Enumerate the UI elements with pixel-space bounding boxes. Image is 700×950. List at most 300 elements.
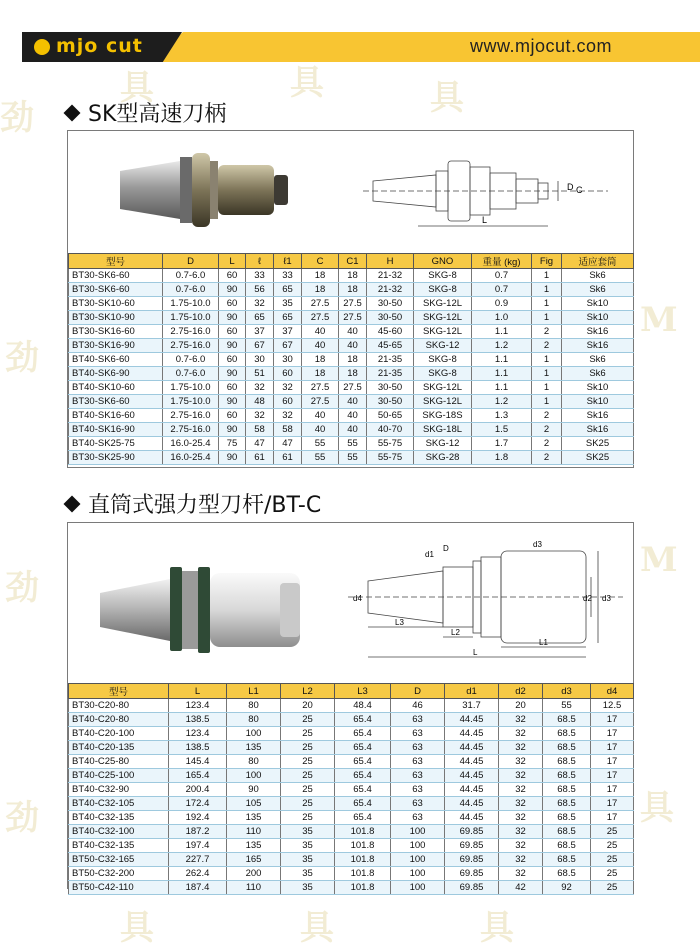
btc-table-cell: 68.5 bbox=[543, 783, 591, 797]
sk-table-cell: 0.7 bbox=[472, 269, 532, 283]
sk-table-cell: BT40-SK6-90 bbox=[69, 367, 163, 381]
sk-table-row bbox=[69, 437, 634, 451]
sk-table-cell: 2 bbox=[532, 325, 562, 339]
btc-table-cell: 65.4 bbox=[335, 769, 391, 783]
btc-table-cell: 44.45 bbox=[445, 797, 499, 811]
sk-table-cell: 40 bbox=[339, 325, 367, 339]
sk-table-cell: 60 bbox=[274, 395, 302, 409]
sk-table-cell: 30 bbox=[246, 353, 274, 367]
sk-table-cell: 90 bbox=[219, 367, 246, 381]
sk-table-cell: 0.7-6.0 bbox=[163, 367, 219, 381]
sk-table-row bbox=[69, 367, 634, 381]
sk-table-cell: 1 bbox=[532, 297, 562, 311]
sk-table-cell: SKG-8 bbox=[414, 367, 472, 381]
label-D2: D bbox=[443, 544, 449, 553]
sk-table-cell: 18 bbox=[302, 367, 339, 381]
sk-table-cell: 1.1 bbox=[472, 381, 532, 395]
btc-table-cell: 69.85 bbox=[445, 853, 499, 867]
btc-table-cell: 32 bbox=[499, 741, 543, 755]
btc-table-cell: 63 bbox=[391, 755, 445, 769]
diamond-bullet-icon bbox=[64, 495, 81, 512]
btc-table-cell: 44.45 bbox=[445, 713, 499, 727]
btc-table-cell: BT40-C25-80 bbox=[69, 755, 169, 769]
btc-table-cell: 123.4 bbox=[169, 727, 227, 741]
btc-table-cell: 55 bbox=[543, 699, 591, 713]
sk-table-cell: 2 bbox=[532, 409, 562, 423]
sk-table-cell: 18 bbox=[302, 269, 339, 283]
sk-column-header: C1 bbox=[339, 254, 367, 269]
sk-table-row bbox=[69, 269, 634, 283]
btc-table-cell: 35 bbox=[281, 825, 335, 839]
sk-column-header: 重量 (kg) bbox=[472, 254, 532, 269]
sk-table-cell: SKG-12 bbox=[414, 437, 472, 451]
btc-table-cell: BT40-C32-105 bbox=[69, 797, 169, 811]
sk-table-cell: 27.5 bbox=[339, 381, 367, 395]
sk-table-cell: 2.75-16.0 bbox=[163, 325, 219, 339]
sk-table-cell: 1.1 bbox=[472, 353, 532, 367]
btc-table-cell: 68.5 bbox=[543, 741, 591, 755]
btc-table-cell: 68.5 bbox=[543, 853, 591, 867]
sk-table-cell: 27.5 bbox=[302, 311, 339, 325]
btc-table-cell: 44.45 bbox=[445, 769, 499, 783]
btc-table-cell: 110 bbox=[227, 881, 281, 895]
btc-table-cell: 25 bbox=[591, 839, 634, 853]
btc-table-cell: 100 bbox=[391, 839, 445, 853]
sk-table-cell: 45-60 bbox=[367, 325, 414, 339]
sk-table-cell: BT40-SK16-60 bbox=[69, 409, 163, 423]
btc-table-cell: 42 bbox=[499, 881, 543, 895]
btc-table-cell: 63 bbox=[391, 797, 445, 811]
page-header bbox=[0, 0, 700, 66]
sk-table-cell: 30-50 bbox=[367, 395, 414, 409]
btc-table-cell: 12.5 bbox=[591, 699, 634, 713]
btc-table-cell: 227.7 bbox=[169, 853, 227, 867]
btc-column-header: L3 bbox=[335, 684, 391, 699]
sk-table-cell: SKG-8 bbox=[414, 283, 472, 297]
sk-table-cell: Sk10 bbox=[562, 395, 634, 409]
btc-table-cell: 17 bbox=[591, 783, 634, 797]
btc-column-header: d2 bbox=[499, 684, 543, 699]
logo-text: mjo cut bbox=[56, 35, 143, 57]
sk-table-cell: Sk16 bbox=[562, 423, 634, 437]
sk-table-cell: 40 bbox=[302, 325, 339, 339]
sk-table-cell: Sk6 bbox=[562, 283, 634, 297]
sk-table-cell: BT40-SK6-60 bbox=[69, 353, 163, 367]
btc-table-cell: 46 bbox=[391, 699, 445, 713]
btc-table-cell: 138.5 bbox=[169, 713, 227, 727]
btc-table-cell: 32 bbox=[499, 853, 543, 867]
sk-table-row bbox=[69, 451, 634, 465]
sk-table-cell: 67 bbox=[246, 339, 274, 353]
btc-table-cell: 135 bbox=[227, 839, 281, 853]
btc-table-cell: 69.85 bbox=[445, 825, 499, 839]
sk-table-cell: 18 bbox=[339, 353, 367, 367]
btc-table-cell: 32 bbox=[499, 727, 543, 741]
btc-table-cell: 17 bbox=[591, 797, 634, 811]
sk-table-cell: 1.0 bbox=[472, 311, 532, 325]
sk-table-cell: 60 bbox=[219, 353, 246, 367]
sk-table-cell: 2.75-16.0 bbox=[163, 409, 219, 423]
sk-table-row bbox=[69, 325, 634, 339]
sk-table-cell: 60 bbox=[219, 381, 246, 395]
sk-table-cell: 1 bbox=[532, 283, 562, 297]
btc-table-cell: 65.4 bbox=[335, 811, 391, 825]
sk-table-row bbox=[69, 381, 634, 395]
btc-table-cell: 25 bbox=[281, 727, 335, 741]
sk-table-row bbox=[69, 283, 634, 297]
btc-table-cell: 101.8 bbox=[335, 839, 391, 853]
btc-table-cell: 20 bbox=[499, 699, 543, 713]
sk-table-cell: 60 bbox=[274, 367, 302, 381]
sk-table-cell: BT30-SK10-60 bbox=[69, 297, 163, 311]
sk-table-cell: 2 bbox=[532, 451, 562, 465]
sk-column-header: Fig bbox=[532, 254, 562, 269]
sk-table-cell: BT30-SK16-90 bbox=[69, 339, 163, 353]
btc-column-header: d1 bbox=[445, 684, 499, 699]
sk-table-cell: 90 bbox=[219, 395, 246, 409]
section-btc-frame bbox=[67, 522, 634, 893]
sk-table-cell: 30 bbox=[274, 353, 302, 367]
btc-table-row bbox=[69, 867, 634, 881]
sk-table-cell: 65 bbox=[246, 311, 274, 325]
btc-table-cell: 68.5 bbox=[543, 825, 591, 839]
sk-table-cell: 1.5 bbox=[472, 423, 532, 437]
btc-table-cell: 31.7 bbox=[445, 699, 499, 713]
btc-table-cell: BT40-C32-135 bbox=[69, 811, 169, 825]
btc-table-row bbox=[69, 755, 634, 769]
btc-table-cell: 101.8 bbox=[335, 853, 391, 867]
sk-table-row bbox=[69, 353, 634, 367]
btc-table-cell: 25 bbox=[591, 853, 634, 867]
btc-table-cell: BT50-C32-200 bbox=[69, 867, 169, 881]
sk-table-cell: Sk16 bbox=[562, 325, 634, 339]
sk-table-cell: 0.7-6.0 bbox=[163, 283, 219, 297]
sk-table-cell: 37 bbox=[274, 325, 302, 339]
btc-table-cell: 32 bbox=[499, 769, 543, 783]
sk-table-cell: 0.7-6.0 bbox=[163, 353, 219, 367]
btc-table-cell: 165 bbox=[227, 853, 281, 867]
btc-table-cell: BT30-C20-80 bbox=[69, 699, 169, 713]
sk-table-cell: BT30-SK10-90 bbox=[69, 311, 163, 325]
btc-table-cell: BT40-C20-100 bbox=[69, 727, 169, 741]
btc-table-cell: 63 bbox=[391, 727, 445, 741]
section-btc-title bbox=[66, 488, 321, 519]
sk-table-cell: 1.8 bbox=[472, 451, 532, 465]
btc-table-cell: 25 bbox=[591, 867, 634, 881]
sk-column-header: GNO bbox=[414, 254, 472, 269]
btc-table-cell: 197.4 bbox=[169, 839, 227, 853]
sk-table-cell: BT30-SK6-60 bbox=[69, 283, 163, 297]
sk-table-cell: 32 bbox=[246, 409, 274, 423]
sk-table-cell: 75 bbox=[219, 437, 246, 451]
sk-spec-table bbox=[68, 253, 634, 465]
btc-table-cell: 80 bbox=[227, 713, 281, 727]
sk-table-cell: 27.5 bbox=[302, 297, 339, 311]
sk-table-cell: 65 bbox=[274, 283, 302, 297]
btc-table-row bbox=[69, 699, 634, 713]
btc-table-row bbox=[69, 881, 634, 895]
sk-table-cell: 27.5 bbox=[339, 311, 367, 325]
btc-table-cell: 100 bbox=[391, 881, 445, 895]
btc-table-cell: 32 bbox=[499, 867, 543, 881]
sk-table-cell: 55 bbox=[339, 437, 367, 451]
sk-table-cell: BT30-SK6-60 bbox=[69, 269, 163, 283]
btc-column-header: L1 bbox=[227, 684, 281, 699]
btc-table-cell: 68.5 bbox=[543, 797, 591, 811]
sk-table-cell: 55 bbox=[302, 437, 339, 451]
sk-table-cell: 1.75-10.0 bbox=[163, 311, 219, 325]
btc-table-cell: 32 bbox=[499, 839, 543, 853]
btc-table-cell: 44.45 bbox=[445, 727, 499, 741]
sk-table-cell: 60 bbox=[219, 409, 246, 423]
btc-table-cell: 65.4 bbox=[335, 741, 391, 755]
sk-table-cell: SKG-12L bbox=[414, 325, 472, 339]
btc-table-cell: 165.4 bbox=[169, 769, 227, 783]
btc-table-cell: 25 bbox=[281, 741, 335, 755]
btc-table-cell: BT40-C32-90 bbox=[69, 783, 169, 797]
btc-table-cell: 65.4 bbox=[335, 797, 391, 811]
section-sk-title-text: SK型高速刀柄 bbox=[88, 102, 227, 127]
sk-table-cell: 18 bbox=[302, 283, 339, 297]
btc-table-row bbox=[69, 727, 634, 741]
label-L1: L1 bbox=[539, 638, 548, 647]
label-d2: d2 bbox=[583, 594, 592, 603]
btc-table-cell: 145.4 bbox=[169, 755, 227, 769]
btc-table-cell: 68.5 bbox=[543, 755, 591, 769]
btc-table-cell: 100 bbox=[391, 853, 445, 867]
diamond-bullet-icon bbox=[64, 104, 81, 121]
sk-table-cell: 30-50 bbox=[367, 381, 414, 395]
btc-table-cell: 187.2 bbox=[169, 825, 227, 839]
btc-table-cell: 32 bbox=[499, 783, 543, 797]
header-yellow-bar bbox=[150, 32, 700, 62]
btc-table-cell: 262.4 bbox=[169, 867, 227, 881]
sk-table-cell: SKG-12 bbox=[414, 339, 472, 353]
sk-table-cell: 1 bbox=[532, 311, 562, 325]
btc-table-cell: 17 bbox=[591, 741, 634, 755]
btc-table-cell: 192.4 bbox=[169, 811, 227, 825]
btc-table-cell: 65.4 bbox=[335, 783, 391, 797]
sk-table-cell: 48 bbox=[246, 395, 274, 409]
sk-table-cell: 21-35 bbox=[367, 367, 414, 381]
sk-table-cell: 40 bbox=[339, 409, 367, 423]
sk-table-cell: 35 bbox=[274, 297, 302, 311]
sk-table-cell: 40 bbox=[302, 339, 339, 353]
sk-table-cell: Sk16 bbox=[562, 339, 634, 353]
btc-table-cell: BT40-C32-100 bbox=[69, 825, 169, 839]
sk-table-cell: SKG-8 bbox=[414, 269, 472, 283]
label-d3: d3 bbox=[602, 594, 611, 603]
sk-table-cell: 16.0-25.4 bbox=[163, 451, 219, 465]
btc-table-cell: 25 bbox=[591, 881, 634, 895]
btc-table-cell: 20 bbox=[281, 699, 335, 713]
sk-table-cell: BT30-SK6-60 bbox=[69, 395, 163, 409]
btc-table-cell: 44.45 bbox=[445, 741, 499, 755]
sk-table-cell: BT40-SK16-90 bbox=[69, 423, 163, 437]
btc-table-cell: 44.45 bbox=[445, 783, 499, 797]
sk-table-cell: 18 bbox=[339, 269, 367, 283]
btc-table-cell: 25 bbox=[591, 825, 634, 839]
label-d1: d1 bbox=[425, 550, 434, 559]
sk-table-cell: Sk6 bbox=[562, 269, 634, 283]
btc-table-cell: 68.5 bbox=[543, 713, 591, 727]
btc-table-cell: 63 bbox=[391, 713, 445, 727]
sk-table-cell: 60 bbox=[219, 325, 246, 339]
sk-table-cell: 58 bbox=[246, 423, 274, 437]
btc-table-cell: 200.4 bbox=[169, 783, 227, 797]
btc-table-cell: 172.4 bbox=[169, 797, 227, 811]
sk-table-cell: 55 bbox=[339, 451, 367, 465]
btc-table-cell: BT40-C20-80 bbox=[69, 713, 169, 727]
sk-table-cell: 1 bbox=[532, 367, 562, 381]
sk-table-cell: 1 bbox=[532, 353, 562, 367]
btc-table-cell: 35 bbox=[281, 839, 335, 853]
sk-table-cell: 60 bbox=[219, 297, 246, 311]
btc-table-cell: 100 bbox=[227, 727, 281, 741]
btc-table-cell: 25 bbox=[281, 713, 335, 727]
btc-table-cell: 63 bbox=[391, 769, 445, 783]
sk-table-cell: 50-65 bbox=[367, 409, 414, 423]
sk-table-cell: 55-75 bbox=[367, 437, 414, 451]
sk-table-cell: BT30-SK25-90 bbox=[69, 451, 163, 465]
sk-table-cell: SKG-28 bbox=[414, 451, 472, 465]
sk-table-cell: SKG-18S bbox=[414, 409, 472, 423]
label-d3-top: d3 bbox=[533, 540, 542, 549]
sk-column-header: ℓ bbox=[246, 254, 274, 269]
section-sk-title bbox=[66, 97, 226, 128]
sk-table-cell: 90 bbox=[219, 423, 246, 437]
sk-table-cell: 65 bbox=[274, 311, 302, 325]
sk-technical-drawing bbox=[358, 141, 618, 241]
sk-table-cell: 16.0-25.4 bbox=[163, 437, 219, 451]
sk-table-cell: Sk10 bbox=[562, 311, 634, 325]
website-url[interactable]: www.mjocut.com bbox=[469, 36, 612, 56]
section-btc-title-text: 直筒式强力型刀杆/BT-C bbox=[88, 493, 322, 518]
btc-table-cell: 80 bbox=[227, 699, 281, 713]
btc-table-cell: 35 bbox=[281, 881, 335, 895]
sk-table-cell: 32 bbox=[246, 297, 274, 311]
sk-table-cell: 61 bbox=[274, 451, 302, 465]
btc-table-cell: 32 bbox=[499, 713, 543, 727]
sk-table-cell: 27.5 bbox=[302, 381, 339, 395]
btc-table-cell: 135 bbox=[227, 811, 281, 825]
btc-table-cell: 44.45 bbox=[445, 811, 499, 825]
sk-table-cell: 90 bbox=[219, 311, 246, 325]
sk-table-cell: 1 bbox=[532, 269, 562, 283]
sk-table-cell: 32 bbox=[274, 409, 302, 423]
btc-holder-photo bbox=[90, 553, 320, 663]
sk-table-cell: Sk6 bbox=[562, 353, 634, 367]
label-d4: d4 bbox=[353, 594, 362, 603]
btc-table-cell: 25 bbox=[281, 797, 335, 811]
btc-table-cell: 32 bbox=[499, 755, 543, 769]
sk-table-cell: 58 bbox=[274, 423, 302, 437]
sk-table-cell: 40 bbox=[339, 395, 367, 409]
btc-table-cell: 68.5 bbox=[543, 769, 591, 783]
btc-table-cell: 25 bbox=[281, 769, 335, 783]
btc-table-row bbox=[69, 811, 634, 825]
sk-table-cell: 56 bbox=[246, 283, 274, 297]
btc-table-cell: 69.85 bbox=[445, 881, 499, 895]
sk-column-header: ℓ1 bbox=[274, 254, 302, 269]
btc-table-cell: 35 bbox=[281, 853, 335, 867]
sk-table-cell: 32 bbox=[246, 381, 274, 395]
btc-table-row bbox=[69, 839, 634, 853]
sk-table-row bbox=[69, 297, 634, 311]
sk-table-cell: 30-50 bbox=[367, 311, 414, 325]
btc-column-header: L bbox=[169, 684, 227, 699]
sk-column-header: H bbox=[367, 254, 414, 269]
btc-table-cell: 68.5 bbox=[543, 811, 591, 825]
btc-table-cell: 100 bbox=[227, 769, 281, 783]
sk-column-header: L bbox=[219, 254, 246, 269]
sk-table-cell: 32 bbox=[274, 381, 302, 395]
btc-table-cell: 35 bbox=[281, 867, 335, 881]
btc-table-row bbox=[69, 741, 634, 755]
sk-table-row bbox=[69, 339, 634, 353]
sk-table-cell: 40 bbox=[339, 339, 367, 353]
sk-table-cell: Sk10 bbox=[562, 381, 634, 395]
btc-table-cell: 25 bbox=[281, 783, 335, 797]
sk-table-cell: Sk6 bbox=[562, 367, 634, 381]
btc-table-cell: 32 bbox=[499, 811, 543, 825]
btc-table-cell: 69.85 bbox=[445, 867, 499, 881]
btc-table-cell: 17 bbox=[591, 727, 634, 741]
btc-table-cell: 69.85 bbox=[445, 839, 499, 853]
sk-table-cell: 21-32 bbox=[367, 269, 414, 283]
sk-table-cell: 40 bbox=[302, 409, 339, 423]
sk-table-cell: 27.5 bbox=[339, 297, 367, 311]
btc-table-cell: 68.5 bbox=[543, 727, 591, 741]
btc-table-cell: 101.8 bbox=[335, 825, 391, 839]
sk-column-header: 型号 bbox=[69, 254, 163, 269]
sk-table-cell: 1.7 bbox=[472, 437, 532, 451]
btc-column-header: L2 bbox=[281, 684, 335, 699]
btc-table-cell: 17 bbox=[591, 769, 634, 783]
sk-table-cell: 51 bbox=[246, 367, 274, 381]
sk-table-row bbox=[69, 311, 634, 325]
sk-table-cell: 2 bbox=[532, 437, 562, 451]
label-L3: L3 bbox=[395, 618, 404, 627]
btc-table-cell: BT40-C32-135 bbox=[69, 839, 169, 853]
btc-table-cell: 100 bbox=[391, 825, 445, 839]
btc-table-cell: 48.4 bbox=[335, 699, 391, 713]
btc-table-cell: 25 bbox=[281, 755, 335, 769]
sk-table-cell: SKG-8 bbox=[414, 353, 472, 367]
sk-table-cell: 55-75 bbox=[367, 451, 414, 465]
sk-table-cell: SK25 bbox=[562, 437, 634, 451]
btc-table-cell: 68.5 bbox=[543, 839, 591, 853]
sk-table-cell: 0.7 bbox=[472, 283, 532, 297]
btc-column-header: d3 bbox=[543, 684, 591, 699]
sk-table-cell: 1.1 bbox=[472, 367, 532, 381]
sk-table-cell: SKG-12L bbox=[414, 395, 472, 409]
sk-table-cell: SK25 bbox=[562, 451, 634, 465]
btc-table-cell: 123.4 bbox=[169, 699, 227, 713]
btc-table-cell: 65.4 bbox=[335, 755, 391, 769]
sk-column-header: 适应套筒 bbox=[562, 254, 634, 269]
sk-table-cell: Sk16 bbox=[562, 409, 634, 423]
btc-table-row bbox=[69, 769, 634, 783]
btc-table-cell: 200 bbox=[227, 867, 281, 881]
sk-table-cell: 18 bbox=[339, 367, 367, 381]
btc-table-cell: 105 bbox=[227, 797, 281, 811]
sk-table-cell: BT30-SK16-60 bbox=[69, 325, 163, 339]
sk-table-cell: 18 bbox=[339, 283, 367, 297]
sk-table-cell: 30-50 bbox=[367, 297, 414, 311]
btc-table-cell: 63 bbox=[391, 811, 445, 825]
section-sk-frame bbox=[67, 130, 634, 468]
